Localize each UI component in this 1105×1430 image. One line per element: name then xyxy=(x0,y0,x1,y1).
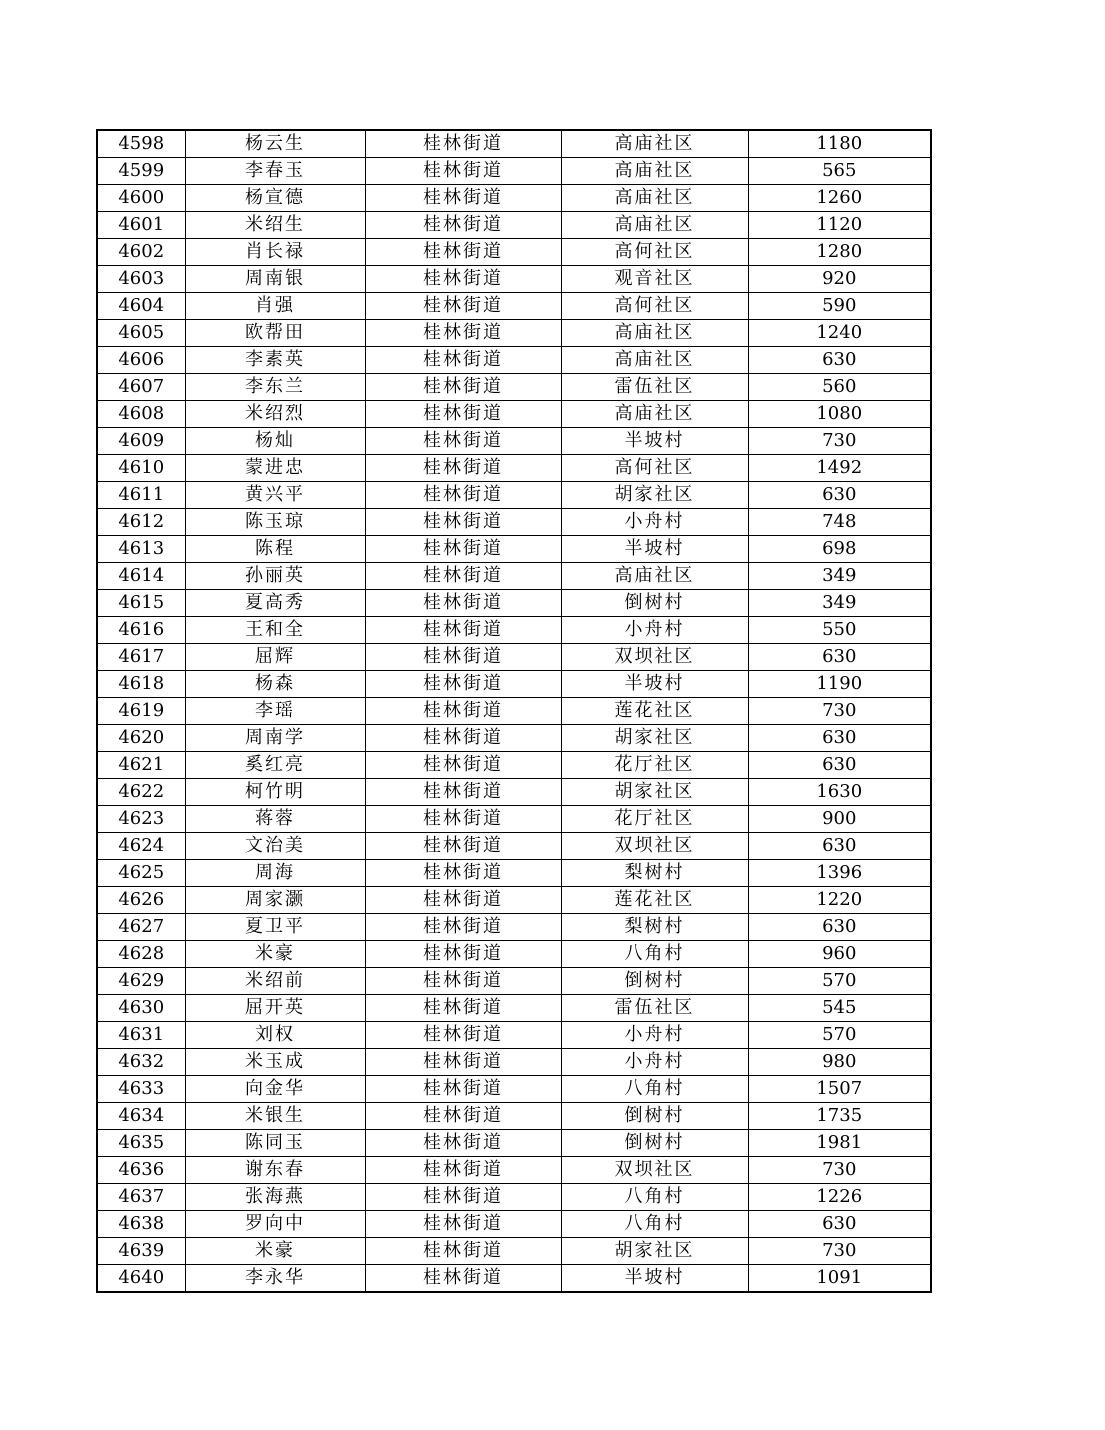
cell-community: 八角村 xyxy=(561,1076,748,1103)
cell-name: 米银生 xyxy=(185,1103,365,1130)
cell-amount: 565 xyxy=(748,158,931,185)
cell-community: 高何社区 xyxy=(561,455,748,482)
cell-id: 4620 xyxy=(97,725,185,752)
cell-id: 4612 xyxy=(97,509,185,536)
cell-name: 肖长禄 xyxy=(185,239,365,266)
cell-street: 桂林街道 xyxy=(365,1211,561,1238)
table-row xyxy=(97,1103,931,1130)
cell-community: 雷伍社区 xyxy=(561,995,748,1022)
cell-street: 桂林街道 xyxy=(365,482,561,509)
cell-id: 4602 xyxy=(97,239,185,266)
cell-name: 罗向中 xyxy=(185,1211,365,1238)
cell-community: 双坝社区 xyxy=(561,1157,748,1184)
cell-id: 4638 xyxy=(97,1211,185,1238)
cell-community: 小舟村 xyxy=(561,617,748,644)
table-row xyxy=(97,1049,931,1076)
table-row xyxy=(97,374,931,401)
cell-amount: 960 xyxy=(748,941,931,968)
table-row xyxy=(97,833,931,860)
table-row xyxy=(97,347,931,374)
cell-id: 4610 xyxy=(97,455,185,482)
table-row xyxy=(97,1184,931,1211)
cell-amount: 545 xyxy=(748,995,931,1022)
cell-name: 周南银 xyxy=(185,266,365,293)
cell-street: 桂林街道 xyxy=(365,941,561,968)
table-row xyxy=(97,563,931,590)
cell-amount: 630 xyxy=(748,914,931,941)
table-row xyxy=(97,914,931,941)
cell-name: 李永华 xyxy=(185,1265,365,1293)
cell-name: 陈同玉 xyxy=(185,1130,365,1157)
table-row xyxy=(97,320,931,347)
cell-amount: 730 xyxy=(748,1157,931,1184)
cell-community: 高庙社区 xyxy=(561,158,748,185)
cell-street: 桂林街道 xyxy=(365,266,561,293)
cell-id: 4625 xyxy=(97,860,185,887)
cell-community: 胡家社区 xyxy=(561,1238,748,1265)
cell-id: 4627 xyxy=(97,914,185,941)
cell-street: 桂林街道 xyxy=(365,455,561,482)
cell-id: 4635 xyxy=(97,1130,185,1157)
cell-amount: 630 xyxy=(748,725,931,752)
cell-community: 高庙社区 xyxy=(561,212,748,239)
cell-amount: 560 xyxy=(748,374,931,401)
cell-amount: 1220 xyxy=(748,887,931,914)
cell-name: 蒋蓉 xyxy=(185,806,365,833)
cell-community: 胡家社区 xyxy=(561,482,748,509)
cell-street: 桂林街道 xyxy=(365,725,561,752)
cell-amount: 1735 xyxy=(748,1103,931,1130)
cell-street: 桂林街道 xyxy=(365,293,561,320)
cell-community: 胡家社区 xyxy=(561,779,748,806)
cell-amount: 1981 xyxy=(748,1130,931,1157)
cell-amount: 630 xyxy=(748,833,931,860)
cell-community: 半坡村 xyxy=(561,536,748,563)
cell-street: 桂林街道 xyxy=(365,860,561,887)
table-row xyxy=(97,1265,931,1293)
table-row xyxy=(97,185,931,212)
cell-street: 桂林街道 xyxy=(365,320,561,347)
data-table xyxy=(96,129,932,1293)
cell-name: 黄兴平 xyxy=(185,482,365,509)
cell-id: 4633 xyxy=(97,1076,185,1103)
cell-street: 桂林街道 xyxy=(365,563,561,590)
cell-community: 倒树村 xyxy=(561,1130,748,1157)
cell-amount: 1396 xyxy=(748,860,931,887)
cell-community: 梨树村 xyxy=(561,860,748,887)
cell-amount: 980 xyxy=(748,1049,931,1076)
cell-community: 半坡村 xyxy=(561,671,748,698)
table-row xyxy=(97,266,931,293)
cell-id: 4639 xyxy=(97,1238,185,1265)
cell-street: 桂林街道 xyxy=(365,995,561,1022)
cell-amount: 1120 xyxy=(748,212,931,239)
cell-name: 奚红亮 xyxy=(185,752,365,779)
table-row xyxy=(97,482,931,509)
table-row xyxy=(97,1076,931,1103)
cell-name: 米绍前 xyxy=(185,968,365,995)
cell-street: 桂林街道 xyxy=(365,1022,561,1049)
cell-amount: 1630 xyxy=(748,779,931,806)
cell-community: 双坝社区 xyxy=(561,644,748,671)
cell-street: 桂林街道 xyxy=(365,806,561,833)
cell-street: 桂林街道 xyxy=(365,617,561,644)
cell-street: 桂林街道 xyxy=(365,374,561,401)
table-row xyxy=(97,1022,931,1049)
cell-street: 桂林街道 xyxy=(365,347,561,374)
cell-community: 花厅社区 xyxy=(561,752,748,779)
cell-id: 4606 xyxy=(97,347,185,374)
cell-street: 桂林街道 xyxy=(365,239,561,266)
table-row xyxy=(97,752,931,779)
cell-name: 张海燕 xyxy=(185,1184,365,1211)
cell-street: 桂林街道 xyxy=(365,1076,561,1103)
cell-id: 4618 xyxy=(97,671,185,698)
cell-id: 4600 xyxy=(97,185,185,212)
cell-amount: 630 xyxy=(748,482,931,509)
cell-amount: 1507 xyxy=(748,1076,931,1103)
cell-street: 桂林街道 xyxy=(365,752,561,779)
cell-amount: 1080 xyxy=(748,401,931,428)
cell-name: 周南学 xyxy=(185,725,365,752)
cell-community: 倒树村 xyxy=(561,1103,748,1130)
cell-id: 4619 xyxy=(97,698,185,725)
cell-amount: 1091 xyxy=(748,1265,931,1293)
table-row xyxy=(97,779,931,806)
table-row xyxy=(97,806,931,833)
cell-community: 高庙社区 xyxy=(561,401,748,428)
table-row xyxy=(97,536,931,563)
cell-amount: 349 xyxy=(748,590,931,617)
table-row xyxy=(97,212,931,239)
cell-amount: 550 xyxy=(748,617,931,644)
cell-street: 桂林街道 xyxy=(365,401,561,428)
table-row xyxy=(97,590,931,617)
cell-name: 杨森 xyxy=(185,671,365,698)
cell-amount: 570 xyxy=(748,968,931,995)
table-row xyxy=(97,158,931,185)
cell-name: 李东兰 xyxy=(185,374,365,401)
cell-id: 4636 xyxy=(97,1157,185,1184)
cell-street: 桂林街道 xyxy=(365,509,561,536)
table-row xyxy=(97,941,931,968)
cell-name: 欧帮田 xyxy=(185,320,365,347)
cell-community: 胡家社区 xyxy=(561,725,748,752)
table-row xyxy=(97,1238,931,1265)
cell-name: 米玉成 xyxy=(185,1049,365,1076)
cell-community: 倒树村 xyxy=(561,968,748,995)
cell-id: 4621 xyxy=(97,752,185,779)
table-row xyxy=(97,455,931,482)
table-row xyxy=(97,725,931,752)
cell-street: 桂林街道 xyxy=(365,968,561,995)
cell-name: 肖强 xyxy=(185,293,365,320)
cell-community: 小舟村 xyxy=(561,1049,748,1076)
cell-community: 高庙社区 xyxy=(561,347,748,374)
cell-name: 陈程 xyxy=(185,536,365,563)
cell-id: 4637 xyxy=(97,1184,185,1211)
cell-name: 陈玉琼 xyxy=(185,509,365,536)
cell-amount: 748 xyxy=(748,509,931,536)
cell-id: 4604 xyxy=(97,293,185,320)
table-row xyxy=(97,1211,931,1238)
cell-name: 夏高秀 xyxy=(185,590,365,617)
cell-amount: 1240 xyxy=(748,320,931,347)
cell-street: 桂林街道 xyxy=(365,1103,561,1130)
cell-community: 倒树村 xyxy=(561,590,748,617)
cell-street: 桂林街道 xyxy=(365,536,561,563)
cell-id: 4607 xyxy=(97,374,185,401)
cell-id: 4634 xyxy=(97,1103,185,1130)
cell-name: 夏卫平 xyxy=(185,914,365,941)
cell-community: 高何社区 xyxy=(561,293,748,320)
cell-community: 梨树村 xyxy=(561,914,748,941)
cell-name: 屈辉 xyxy=(185,644,365,671)
cell-amount: 630 xyxy=(748,1211,931,1238)
cell-community: 高庙社区 xyxy=(561,185,748,212)
cell-street: 桂林街道 xyxy=(365,185,561,212)
cell-community: 小舟村 xyxy=(561,1022,748,1049)
table-body xyxy=(97,130,931,1292)
cell-street: 桂林街道 xyxy=(365,1265,561,1293)
table-row xyxy=(97,887,931,914)
cell-id: 4611 xyxy=(97,482,185,509)
cell-name: 米豪 xyxy=(185,941,365,968)
cell-id: 4601 xyxy=(97,212,185,239)
cell-id: 4629 xyxy=(97,968,185,995)
cell-amount: 1280 xyxy=(748,239,931,266)
cell-street: 桂林街道 xyxy=(365,779,561,806)
cell-name: 向金华 xyxy=(185,1076,365,1103)
table-row xyxy=(97,617,931,644)
cell-amount: 630 xyxy=(748,752,931,779)
cell-name: 文治美 xyxy=(185,833,365,860)
cell-amount: 349 xyxy=(748,563,931,590)
cell-amount: 730 xyxy=(748,1238,931,1265)
cell-community: 高庙社区 xyxy=(561,320,748,347)
cell-street: 桂林街道 xyxy=(365,130,561,158)
cell-community: 八角村 xyxy=(561,1184,748,1211)
cell-id: 4624 xyxy=(97,833,185,860)
cell-id: 4603 xyxy=(97,266,185,293)
cell-community: 双坝社区 xyxy=(561,833,748,860)
cell-name: 屈开英 xyxy=(185,995,365,1022)
cell-street: 桂林街道 xyxy=(365,1130,561,1157)
table-row xyxy=(97,509,931,536)
cell-name: 孙丽英 xyxy=(185,563,365,590)
cell-name: 杨宣德 xyxy=(185,185,365,212)
cell-community: 小舟村 xyxy=(561,509,748,536)
cell-name: 米豪 xyxy=(185,1238,365,1265)
cell-id: 4632 xyxy=(97,1049,185,1076)
cell-amount: 590 xyxy=(748,293,931,320)
table-row xyxy=(97,1130,931,1157)
cell-name: 米绍烈 xyxy=(185,401,365,428)
cell-id: 4615 xyxy=(97,590,185,617)
cell-community: 花厅社区 xyxy=(561,806,748,833)
table-row xyxy=(97,130,931,158)
table-row xyxy=(97,860,931,887)
table-row xyxy=(97,644,931,671)
cell-name: 李瑶 xyxy=(185,698,365,725)
cell-id: 4605 xyxy=(97,320,185,347)
cell-id: 4608 xyxy=(97,401,185,428)
cell-street: 桂林街道 xyxy=(365,1049,561,1076)
cell-id: 4614 xyxy=(97,563,185,590)
cell-amount: 630 xyxy=(748,644,931,671)
cell-community: 莲花社区 xyxy=(561,698,748,725)
cell-id: 4613 xyxy=(97,536,185,563)
cell-id: 4628 xyxy=(97,941,185,968)
cell-street: 桂林街道 xyxy=(365,1184,561,1211)
cell-amount: 630 xyxy=(748,347,931,374)
table-row xyxy=(97,995,931,1022)
cell-id: 4626 xyxy=(97,887,185,914)
cell-amount: 698 xyxy=(748,536,931,563)
cell-id: 4616 xyxy=(97,617,185,644)
cell-id: 4640 xyxy=(97,1265,185,1293)
cell-amount: 1190 xyxy=(748,671,931,698)
table-row xyxy=(97,428,931,455)
cell-community: 观音社区 xyxy=(561,266,748,293)
cell-amount: 1260 xyxy=(748,185,931,212)
cell-street: 桂林街道 xyxy=(365,428,561,455)
cell-id: 4631 xyxy=(97,1022,185,1049)
table-row xyxy=(97,1157,931,1184)
cell-street: 桂林街道 xyxy=(365,158,561,185)
table-row xyxy=(97,968,931,995)
cell-name: 李春玉 xyxy=(185,158,365,185)
cell-street: 桂林街道 xyxy=(365,212,561,239)
cell-name: 刘权 xyxy=(185,1022,365,1049)
cell-amount: 920 xyxy=(748,266,931,293)
table-row xyxy=(97,239,931,266)
cell-id: 4599 xyxy=(97,158,185,185)
cell-name: 谢东春 xyxy=(185,1157,365,1184)
cell-community: 莲花社区 xyxy=(561,887,748,914)
cell-community: 半坡村 xyxy=(561,1265,748,1293)
cell-name: 柯竹明 xyxy=(185,779,365,806)
cell-id: 4623 xyxy=(97,806,185,833)
cell-name: 杨云生 xyxy=(185,130,365,158)
cell-street: 桂林街道 xyxy=(365,833,561,860)
table-row xyxy=(97,671,931,698)
table-row xyxy=(97,293,931,320)
cell-id: 4622 xyxy=(97,779,185,806)
cell-community: 八角村 xyxy=(561,941,748,968)
cell-id: 4598 xyxy=(97,130,185,158)
cell-community: 高庙社区 xyxy=(561,130,748,158)
cell-id: 4630 xyxy=(97,995,185,1022)
cell-name: 蒙进忠 xyxy=(185,455,365,482)
cell-name: 王和全 xyxy=(185,617,365,644)
table-row xyxy=(97,401,931,428)
cell-street: 桂林街道 xyxy=(365,698,561,725)
cell-name: 周海 xyxy=(185,860,365,887)
cell-community: 半坡村 xyxy=(561,428,748,455)
cell-community: 高何社区 xyxy=(561,239,748,266)
table-row xyxy=(97,698,931,725)
cell-community: 雷伍社区 xyxy=(561,374,748,401)
cell-name: 杨灿 xyxy=(185,428,365,455)
cell-amount: 1492 xyxy=(748,455,931,482)
cell-amount: 570 xyxy=(748,1022,931,1049)
cell-street: 桂林街道 xyxy=(365,590,561,617)
cell-street: 桂林街道 xyxy=(365,887,561,914)
cell-street: 桂林街道 xyxy=(365,1157,561,1184)
cell-id: 4609 xyxy=(97,428,185,455)
cell-community: 八角村 xyxy=(561,1211,748,1238)
cell-name: 周家灏 xyxy=(185,887,365,914)
cell-amount: 1180 xyxy=(748,130,931,158)
cell-street: 桂林街道 xyxy=(365,671,561,698)
cell-amount: 900 xyxy=(748,806,931,833)
cell-community: 高庙社区 xyxy=(561,563,748,590)
cell-street: 桂林街道 xyxy=(365,914,561,941)
cell-amount: 730 xyxy=(748,698,931,725)
cell-amount: 730 xyxy=(748,428,931,455)
cell-amount: 1226 xyxy=(748,1184,931,1211)
cell-name: 米绍生 xyxy=(185,212,365,239)
cell-name: 李素英 xyxy=(185,347,365,374)
cell-street: 桂林街道 xyxy=(365,644,561,671)
cell-street: 桂林街道 xyxy=(365,1238,561,1265)
cell-id: 4617 xyxy=(97,644,185,671)
